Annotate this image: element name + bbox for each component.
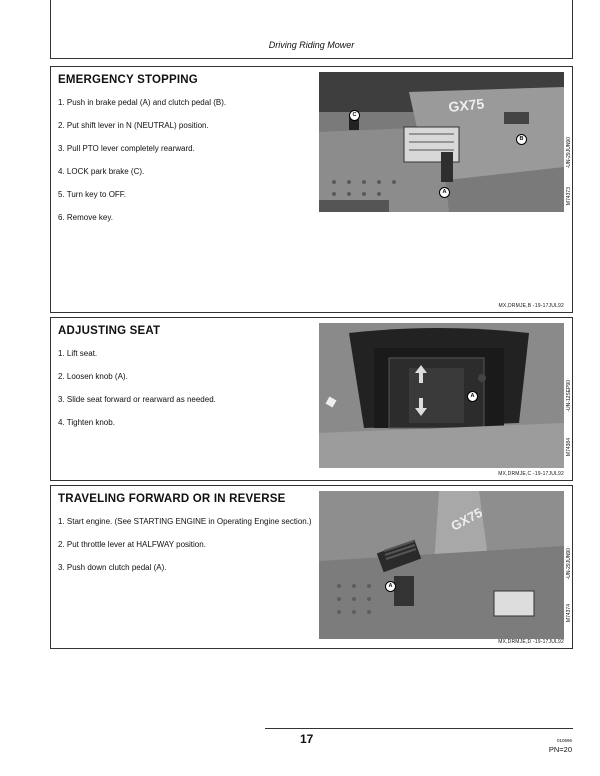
callout-a: A: [385, 581, 396, 592]
page-number: 17: [300, 732, 314, 746]
callout-b: B: [516, 134, 527, 145]
callout-a: A: [439, 187, 450, 198]
clutch-pedal-photo: [319, 491, 564, 639]
decal-text: GX75: [448, 504, 485, 534]
step-item: 3. Slide seat forward or rearward as needed.: [58, 395, 216, 404]
decal-text: GX75: [447, 95, 485, 115]
page-header: Driving Riding Mower: [268, 40, 355, 50]
section-title: ADJUSTING SEAT: [58, 325, 161, 337]
step-item: 2. Loosen knob (A).: [58, 372, 128, 381]
image-side-code: -UN-29JUN90: [566, 548, 572, 580]
seat-adjustment-photo: [319, 323, 564, 468]
header-divider: [50, 58, 573, 59]
footer-divider: [265, 728, 573, 729]
step-item: 4. LOCK park brake (C).: [58, 167, 145, 176]
mower-controls-photo: [319, 72, 564, 212]
pn-label: PN=20: [548, 745, 572, 754]
section-title: EMERGENCY STOPPING: [58, 74, 198, 86]
step-list: [58, 517, 313, 586]
step-item: 1. Push in brake pedal (A) and clutch pedal (B).: [58, 98, 227, 107]
image-side-code: M74384: [566, 438, 572, 457]
image-side-code: -UN-29JUN90: [566, 137, 572, 169]
step-item: 6. Remove key.: [58, 213, 113, 222]
section-title: TRAVELING FORWARD OR IN REVERSE: [58, 493, 286, 505]
section-emergency-stopping: [50, 66, 573, 313]
step-item: 4. Tighten knob.: [58, 418, 115, 427]
step-item: 1. Lift seat.: [58, 349, 98, 358]
step-list: [58, 98, 313, 236]
callout-c: C: [349, 110, 360, 121]
step-item: 2. Put throttle lever at HALFWAY position.: [58, 540, 206, 549]
section-traveling-forward-reverse: [50, 485, 573, 649]
step-list: [58, 349, 313, 441]
step-item: 3. Pull PTO lever completely rearward.: [58, 144, 195, 153]
step-item: 2. Put shift lever in N (NEUTRAL) position.: [58, 121, 209, 130]
seat-illustration: [319, 323, 564, 468]
clutch-pedal-illustration: [319, 491, 564, 639]
callout-a: A: [467, 391, 478, 402]
image-side-code: M74373: [566, 187, 572, 206]
step-item: 5. Turn key to OFF.: [58, 190, 127, 199]
section-adjusting-seat: [50, 317, 573, 481]
image-side-code: -UN-12SEP90: [566, 380, 572, 412]
doc-code: 010696: [556, 738, 572, 743]
step-item: 1. Start engine. (See STARTING ENGINE in Operating Engine section.): [58, 517, 312, 526]
step-item: 3. Push down clutch pedal (A).: [58, 563, 167, 572]
image-reference-code: MX,DRMJE,B -19-17JUL92: [498, 303, 564, 309]
image-reference-code: MX,DRMJE,C -19-17JUL92: [498, 471, 564, 477]
image-reference-code: MX,DRMJE,D -19-17JUL92: [498, 639, 564, 645]
image-side-code: M74374: [566, 604, 572, 623]
